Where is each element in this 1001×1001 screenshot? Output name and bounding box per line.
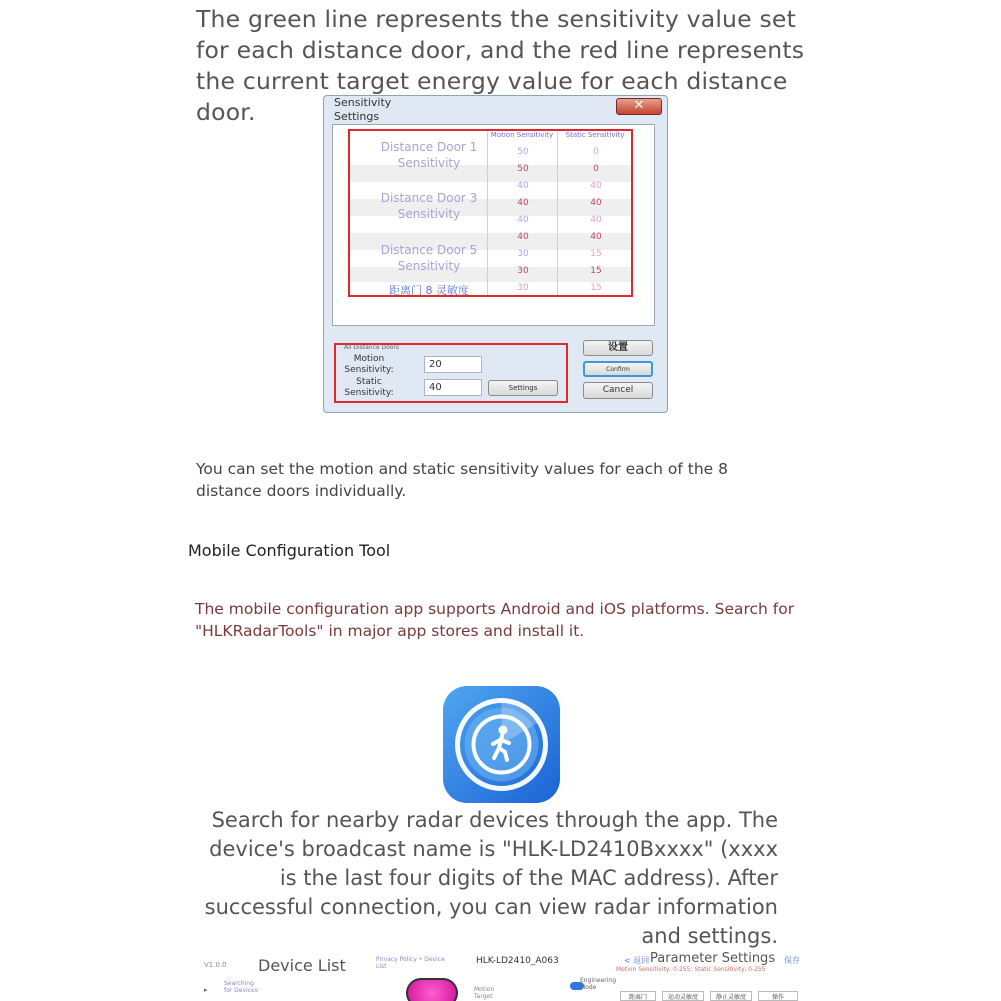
static-value[interactable]: 15 — [590, 249, 602, 259]
table-header-cell: 操作 — [758, 991, 798, 1001]
motion-value[interactable]: 50 — [517, 164, 529, 174]
static-sensitivity-label: Static Sensitivity: — [344, 377, 394, 398]
back-button[interactable]: < 返回 — [624, 956, 650, 965]
door-label: 距离门 8 灵敏度 — [389, 284, 469, 297]
intro-paragraph: The green line represents the sensitivity value set for each distance door, and the red line represents the current target energy value for each distance door. — [196, 5, 805, 126]
door-label: Distance Door 5 Sensitivity — [380, 243, 478, 273]
static-value[interactable]: 0 — [593, 147, 599, 157]
confirm-button[interactable]: Confirm — [583, 361, 653, 377]
target-indicator — [406, 978, 458, 1001]
motion-value[interactable]: 40 — [517, 198, 529, 208]
static-sensitivity-input[interactable]: 40 — [424, 379, 482, 396]
motion-sensitivity-input[interactable]: 20 — [424, 356, 482, 373]
static-value[interactable]: 0 — [593, 164, 599, 174]
static-sensitivity-header: Static Sensitivity — [565, 131, 625, 139]
set-button[interactable]: 设置 — [583, 340, 653, 356]
back-label: 返回 — [633, 956, 650, 965]
device-name: HLK-LD2410_A063 — [476, 956, 559, 966]
motion-value[interactable]: 30 — [517, 249, 529, 259]
motion-sensitivity-label: Motion Sensitivity: — [344, 354, 394, 375]
motion-sensitivity-header: Motion Sensitivity — [490, 131, 554, 139]
device-detail-screen — [452, 950, 616, 1001]
static-value[interactable]: 40 — [590, 181, 602, 191]
parameter-settings-title: Parameter Settings — [650, 951, 776, 966]
motion-value[interactable]: 40 — [517, 232, 529, 242]
close-button[interactable]: ✕ — [616, 98, 662, 115]
apply-all-settings-button[interactable]: Settings — [488, 380, 558, 396]
static-value[interactable]: 15 — [590, 266, 602, 276]
static-value[interactable]: 40 — [590, 232, 602, 242]
motion-value[interactable]: 40 — [517, 181, 529, 191]
all-doors-group-title: All Distance Doors — [344, 344, 400, 351]
table-header-cell: 距离门 — [620, 991, 656, 1001]
radar-person-icon — [443, 686, 560, 803]
door-label: Distance Door 3 Sensitivity — [380, 191, 478, 221]
dialog-title: Sensitivity Settings — [334, 96, 392, 123]
motion-value[interactable]: 50 — [517, 147, 529, 157]
parameter-hint: Motion Sensitivity: 0-255; Static Sensitivity: 0-255 — [616, 966, 766, 973]
motion-target-label: Motion Target — [474, 986, 495, 1000]
table-highlight-box — [348, 129, 633, 297]
table-header-cell: 运动灵敏度 — [662, 991, 704, 1001]
app-version: V1.0.0 — [204, 961, 227, 969]
parameter-table-header — [620, 991, 806, 1001]
cancel-button[interactable]: Cancel — [583, 382, 653, 399]
all-doors-highlight-box — [334, 343, 568, 403]
privacy-policy-link[interactable]: Privacy Policy • Device List — [376, 956, 445, 970]
save-button[interactable]: 保存 — [784, 956, 800, 965]
sensitivity-settings-dialog — [323, 95, 668, 413]
motion-value[interactable]: 30 — [517, 283, 529, 293]
motion-value[interactable]: 30 — [517, 266, 529, 276]
section-heading: Mobile Configuration Tool — [188, 541, 391, 560]
device-list-title: Device List — [258, 956, 346, 975]
door-label: Distance Door 1 Sensitivity — [380, 140, 478, 170]
static-value[interactable]: 15 — [590, 283, 602, 293]
app-screenshots-strip — [196, 950, 806, 1001]
motion-value[interactable]: 40 — [517, 215, 529, 225]
parameter-settings-screen — [616, 950, 806, 1001]
table-header-cell: 静止灵敏度 — [710, 991, 752, 1001]
static-value[interactable]: 40 — [590, 215, 602, 225]
device-list-screen — [196, 950, 445, 1001]
engineering-mode-label: Engineering Mode — [580, 977, 616, 991]
app-store-description: The mobile configuration app supports Android and iOS platforms. Search for "HLKRadarTools" in major app stores and install it. — [195, 600, 795, 640]
static-value[interactable]: 40 — [590, 198, 602, 208]
sensitivity-description: You can set the motion and static sensitivity values for each of the 8 distance doors individually. — [196, 460, 729, 500]
dropdown-icon: ▸ — [204, 986, 208, 994]
device-search-description: Search for nearby radar devices through the app. The device's broadcast name is "HLK-LD2410Bxxxx" (xxxx is the last four digits of the MAC address). After successful connection, you can view radar information and settings. — [204, 808, 778, 948]
searching-label: Searching for Devices — [224, 980, 258, 994]
